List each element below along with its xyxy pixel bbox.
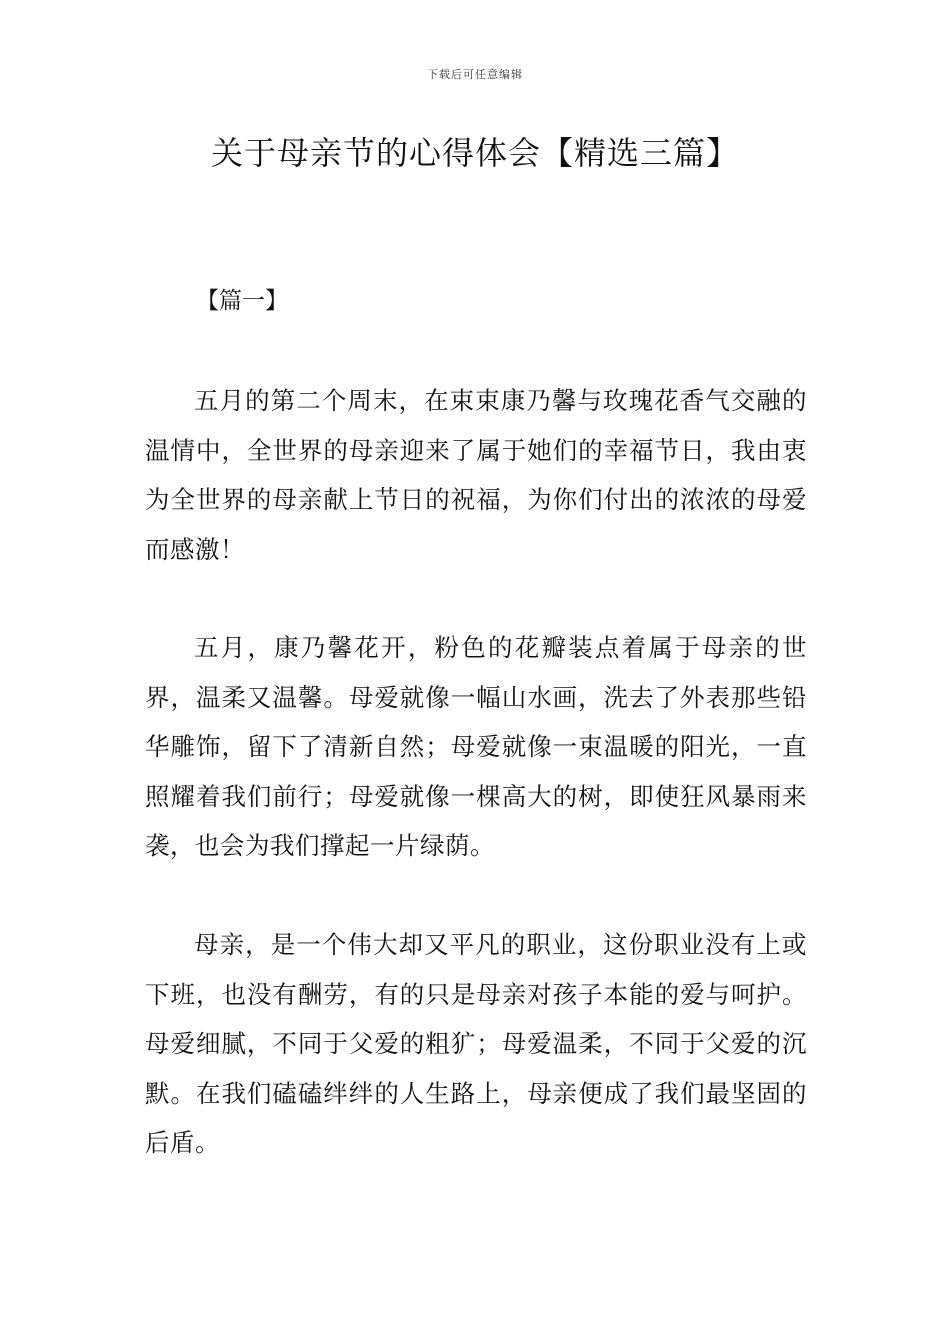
paragraph-2: 五月，康乃馨花开，粉色的花瓣装点着属于母亲的世界，温柔又温馨。母爱就像一幅山水画，洗去了外表那些铅华雕饰，留下了清新自然；母爱就像一束温暖的阳光，一直照耀着我们前行；母爱就像一棵高大的树，即使狂风暴雨来袭，也会为我们撑起一片绿荫。 xyxy=(145,633,807,860)
section-heading: 【篇一】 xyxy=(196,288,288,314)
paragraph-3: 母亲，是一个伟大却又平凡的职业，这份职业没有上或下班，也没有酬劳，有的只是母亲对孩子本能的爱与呵护。母爱细腻，不同于父爱的粗犷；母爱温柔，不同于父爱的沉默。在我们磕磕绊绊的人生路上，母亲便成了我们最坚固的后盾。 xyxy=(145,930,807,1157)
header-note: 下载后可任意编辑 xyxy=(427,68,523,81)
paragraph-1: 五月的第二个周末，在束束康乃馨与玫瑰花香气交融的温情中，全世界的母亲迎来了属于她们的幸福节日，我由衷为全世界的母亲献上节日的祝福，为你们付出的浓浓的母爱而感激！ xyxy=(145,386,807,564)
document-title: 关于母亲节的心得体会【精选三篇】 xyxy=(210,134,739,172)
